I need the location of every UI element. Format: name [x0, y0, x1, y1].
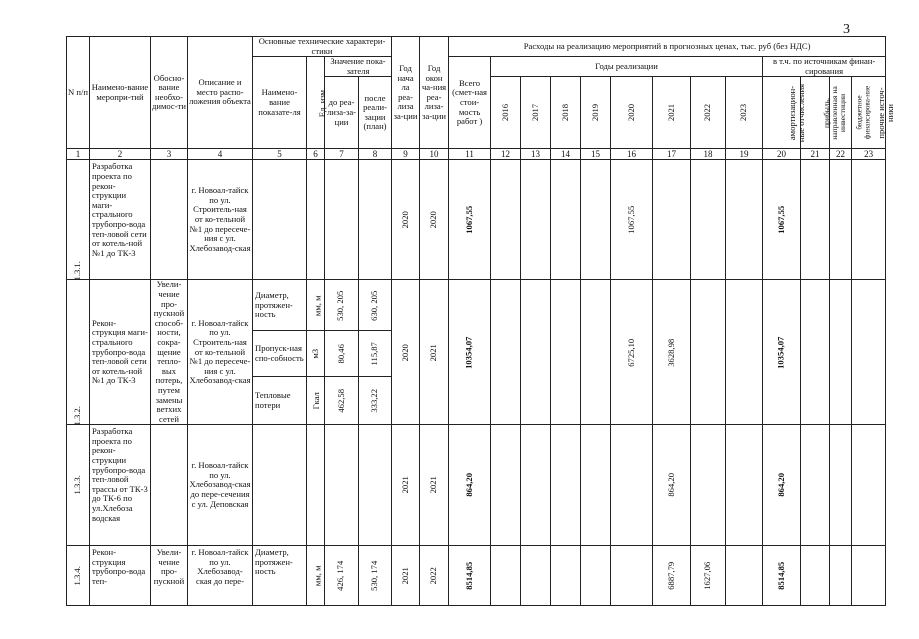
param-name: Диаметр, протяжен-ность: [253, 280, 307, 331]
hdr-tech-values: Значение пока-зателя: [325, 57, 392, 77]
empty-cell: [852, 280, 886, 425]
param-unit-text: мм, м: [312, 295, 323, 316]
row-y2020: [611, 425, 653, 546]
hdr-n: N п/п: [67, 37, 90, 149]
row-amort-text: 864,20: [775, 473, 786, 498]
hdr-year-2020-text: 2020: [626, 103, 637, 122]
empty-cell: [307, 160, 325, 280]
empty-cell: [521, 160, 551, 280]
hdr-tech-unit: [307, 57, 328, 149]
empty-cell: [325, 160, 359, 280]
hdr-tech-before: до реа-лиза-за-ции: [325, 77, 359, 149]
empty-cell: [521, 280, 551, 425]
hdr-year-end: Год окон ча-ния реа-лиза-за-ции: [420, 37, 449, 149]
row-y2020: [611, 160, 653, 280]
row-y2022: [691, 546, 726, 606]
hdr-tech-after: после реали-зации (план): [359, 77, 392, 149]
param-unit: [307, 280, 325, 331]
row-start-text: 2021: [399, 567, 410, 585]
empty-cell: [801, 160, 830, 280]
empty-cell: [801, 546, 830, 606]
param-after: [359, 280, 392, 331]
empty-cell: [801, 280, 830, 425]
param-before: [325, 280, 359, 331]
hdr-year-2019-text: 2019: [590, 103, 601, 122]
row-y2021-text: 6887,79: [665, 561, 676, 590]
empty-cell: [830, 280, 852, 425]
hdr-year-2023: [726, 77, 763, 149]
row-desc: г. Новоал-тайск по ул. Хлебозавод-ская до пере-: [188, 546, 253, 606]
empty-cell: [581, 280, 611, 425]
row-id: [67, 425, 90, 546]
hdr-years-group: Годы реализации: [491, 57, 763, 77]
hdr-src-profit-text: прибыль, направленная на инвестиции: [822, 85, 848, 140]
param-unit: [307, 331, 325, 377]
empty-cell: [726, 280, 763, 425]
colnum: 13: [521, 149, 551, 160]
empty-cell: [491, 425, 521, 546]
row-y2021-text: 864,20: [665, 473, 676, 498]
row-amort: [763, 280, 801, 425]
colnum: 16: [611, 149, 653, 160]
empty-cell: [830, 425, 852, 546]
row-desc: г. Новоал-тайск по ул. Строитель-ная от ко-тельной №1 до пересече-ния с ул. Хлебозавод-ская: [188, 160, 253, 280]
hdr-costs-group: Расходы на реализацию мероприятий в прогнозных ценах, тыс. руб (без НДС): [449, 37, 886, 57]
row-y2020-text: 1067,55: [625, 205, 636, 234]
table-row: [67, 546, 886, 606]
colnum: 21: [801, 149, 830, 160]
colnum: 8: [359, 149, 392, 160]
param-unit-text: Гкал: [310, 392, 321, 410]
row-total: [449, 425, 491, 546]
row-y2022: [691, 160, 726, 280]
empty-cell: [830, 160, 852, 280]
hdr-tech-group: Основные технические характери-стики: [253, 37, 392, 57]
colnum: 6: [307, 149, 325, 160]
hdr-year-2017-text: 2017: [530, 103, 541, 122]
empty-cell: [491, 160, 521, 280]
row-amort: [763, 546, 801, 606]
colnum: 9: [392, 149, 420, 160]
colnum: 15: [581, 149, 611, 160]
row-desc: г. Новоал-тайск по ул. Строитель-ная от ко-тельной №1 до пересече-ния с ул. Хлебозавод-ская: [188, 280, 253, 425]
empty-cell: [581, 425, 611, 546]
row-basis: [151, 425, 188, 546]
param-name: Пропуск-ная спо-собность: [253, 331, 307, 377]
param-unit: [307, 546, 325, 606]
table-row: [67, 160, 886, 280]
colnum: 22: [830, 149, 852, 160]
empty-cell: [581, 546, 611, 606]
empty-cell: [253, 425, 307, 546]
hdr-year-2022-text: 2022: [702, 103, 713, 122]
colnum: 4: [188, 149, 253, 160]
hdr-total: Всего (смет-ная стои-мость работ ): [449, 57, 491, 149]
row-id: [67, 280, 90, 425]
colnum: 10: [420, 149, 449, 160]
row-name: Рекон-струкция маги-стрального трубопро-вода теп-ловой сети от котель-ной №1 до ТК-3: [90, 280, 151, 425]
hdr-sources-group: в т.ч. по источникам финан-сирования: [763, 57, 886, 77]
empty-cell: [551, 160, 581, 280]
empty-cell: [551, 280, 581, 425]
row-total: [449, 160, 491, 280]
hdr-year-2021: [653, 77, 691, 149]
hdr-src-budget-text: бюджетное финансирова-ние: [855, 86, 872, 140]
hdr-year-2018-text: 2018: [560, 103, 571, 122]
row-y2021-text: 3628,98: [665, 338, 676, 367]
hdr-tech-unit-text: Ед. изм.: [317, 87, 328, 118]
row-start-text: 2020: [399, 211, 410, 229]
row-basis: [151, 160, 188, 280]
hdr-year-2021-text: 2021: [666, 103, 677, 122]
page-number: 3: [843, 22, 850, 37]
param-unit-text: м3: [309, 348, 320, 359]
empty-cell: [726, 546, 763, 606]
colnum: 14: [551, 149, 581, 160]
row-basis: Увели-чение про-пускной способ-ности, сокра-щение тепло-вых потерь, путем замены ветхих сетей: [151, 280, 188, 425]
empty-cell: [726, 160, 763, 280]
row-total: [449, 280, 491, 425]
hdr-tech-name: Наимено-вание показате-ля: [253, 57, 307, 149]
row-total-text: 1067,55: [463, 205, 474, 234]
empty-cell: [581, 160, 611, 280]
param-before: [325, 331, 359, 377]
hdr-src-other-text: прочие источ-ники: [876, 87, 896, 139]
row-y2021: [653, 160, 691, 280]
empty-cell: [551, 546, 581, 606]
colnum: 12: [491, 149, 521, 160]
hdr-src-amort-text: амортизацион-ные отчисления: [787, 83, 807, 142]
hdr-desc: Описание и место распо-ложения объекта: [188, 37, 253, 149]
colnum: 17: [653, 149, 691, 160]
row-id: [67, 160, 90, 280]
row-y2022: [691, 280, 726, 425]
row-end: [420, 425, 449, 546]
row-end-text: 2022: [428, 567, 439, 585]
empty-cell: [491, 546, 521, 606]
empty-cell: [491, 280, 521, 425]
row-end-text: 2021: [428, 343, 439, 361]
hdr-year-2017: [521, 77, 551, 149]
row-end: [420, 546, 449, 606]
colnum: 3: [151, 149, 188, 160]
row-total-text: 8514,85: [463, 561, 474, 590]
param-after-text: 630, 205: [369, 290, 380, 321]
param-after-text: 530, 174: [369, 560, 380, 591]
hdr-year-2018: [551, 77, 581, 149]
empty-cell: [852, 160, 886, 280]
empty-cell: [307, 425, 325, 546]
colnum: 18: [691, 149, 726, 160]
param-unit-text: мм, м: [312, 565, 323, 587]
row-start: [392, 160, 420, 280]
hdr-year-2016: [491, 77, 521, 149]
hdr-name: Наимено-вание меропри-тий: [90, 37, 151, 149]
row-start: [392, 546, 420, 606]
row-amort-text: 8514,85: [775, 561, 786, 590]
param-after-text: 115,87: [369, 342, 380, 366]
empty-cell: [801, 425, 830, 546]
empty-cell: [830, 546, 852, 606]
row-basis: Увели-чение про-пускной: [151, 546, 188, 606]
colnum: 7: [325, 149, 359, 160]
empty-cell: [726, 425, 763, 546]
colnum: 11: [449, 149, 491, 160]
row-amort: [763, 160, 801, 280]
empty-cell: [253, 160, 307, 280]
empty-cell: [325, 425, 359, 546]
param-after: [359, 331, 392, 377]
table-row: [67, 280, 886, 331]
empty-cell: [852, 425, 886, 546]
column-numbers-row: [67, 149, 886, 160]
row-y2020: [611, 280, 653, 425]
colnum: 19: [726, 149, 763, 160]
row-start: [392, 280, 420, 425]
hdr-year-start: Год нача ла реа-лиза за-ции: [392, 37, 420, 149]
empty-cell: [359, 160, 392, 280]
colnum: 20: [763, 149, 801, 160]
param-before-text: 462,58: [335, 388, 346, 413]
row-start-text: 2021: [399, 476, 410, 494]
row-amort-text: 1067,55: [775, 205, 786, 234]
row-total: [449, 546, 491, 606]
empty-cell: [521, 425, 551, 546]
row-y2021: [653, 280, 691, 425]
table-row: [67, 425, 886, 546]
param-before-text: 530, 205: [335, 290, 346, 321]
param-before-text: 426, 174: [335, 560, 346, 591]
row-total-text: 864,20: [463, 473, 474, 498]
row-end: [420, 160, 449, 280]
param-after-text: 333,22: [369, 388, 380, 413]
row-start-text: 2020: [399, 343, 410, 361]
param-unit: [307, 377, 325, 425]
row-y2022: [691, 425, 726, 546]
hdr-src-amort: [763, 77, 807, 149]
row-amort-text: 10354,07: [775, 336, 786, 369]
row-id-text: 1.3.2.: [72, 405, 83, 426]
hdr-year-2023-text: 2023: [738, 103, 749, 122]
hdr-basis: Обосно-вание необхо-димос-ти: [151, 37, 188, 149]
colnum: 1: [67, 149, 90, 160]
param-after: [359, 377, 392, 425]
row-id-text: 1.3.4.: [72, 566, 83, 586]
row-id-text: 1.3.3.: [72, 475, 83, 495]
empty-cell: [551, 425, 581, 546]
param-before: [325, 377, 359, 425]
row-y2021: [653, 425, 691, 546]
hdr-year-2022: [691, 77, 726, 149]
param-name: Диаметр, протяжен-ность: [253, 546, 307, 606]
row-name: Разработка проекта по рекон-струкции трубопро-вода теп-ловой трассы от ТК-3 до ТК-6 по ул.Хлебоза водская: [90, 425, 151, 546]
row-amort: [763, 425, 801, 546]
param-after: [359, 546, 392, 606]
row-name: Рекон-струкция трубопро-вода теп-: [90, 546, 151, 606]
row-name: Разработка проекта по рекон-струкции маги-стрального трубопро-вода теп-ловой сети от котель-ной №1 до ТК-3: [90, 160, 151, 280]
param-before-text: 80,46: [335, 344, 346, 364]
hdr-year-2016-text: 2016: [500, 103, 511, 122]
row-id-text: 1.3.1.: [72, 260, 83, 281]
empty-cell: [521, 546, 551, 606]
param-name: Тепловые потери: [253, 377, 307, 425]
row-desc: г. Новоал-тайск по ул. Хлебозавод-ская до пере-сечения с ул. Деповская: [188, 425, 253, 546]
row-end-text: 2021: [428, 476, 439, 494]
row-start: [392, 425, 420, 546]
row-end: [420, 280, 449, 425]
row-end-text: 2020: [428, 211, 439, 229]
empty-cell: [359, 425, 392, 546]
row-y2020: [611, 546, 653, 606]
investment-table: [66, 36, 896, 606]
row-total-text: 10354,07: [463, 336, 474, 369]
row-y2022-text: 1627,06: [702, 561, 713, 590]
hdr-year-2019: [581, 77, 611, 149]
row-y2021: [653, 546, 691, 606]
row-id: [67, 546, 90, 606]
colnum: 23: [852, 149, 886, 160]
colnum: 2: [90, 149, 151, 160]
empty-cell: [852, 546, 886, 606]
param-before: [325, 546, 359, 606]
hdr-year-2020: [611, 77, 653, 149]
colnum: 5: [253, 149, 307, 160]
row-y2020-text: 6725,10: [625, 338, 636, 367]
